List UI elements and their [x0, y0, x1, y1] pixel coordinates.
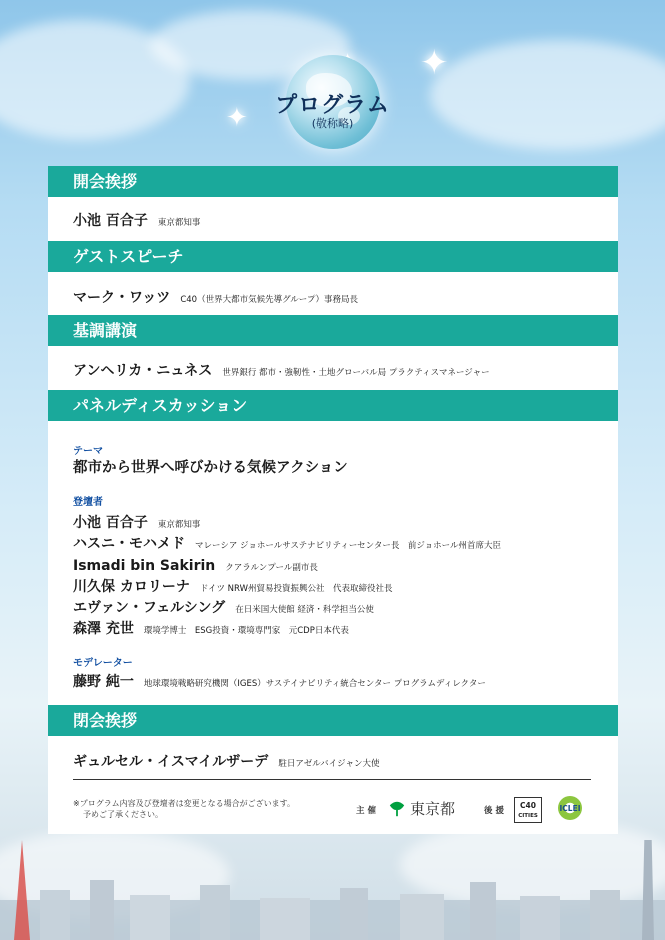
page-subtitle: (敬称略): [311, 117, 354, 130]
support-label: 後 援: [484, 806, 504, 816]
section-closing-header: 閉会挨拶: [48, 705, 618, 736]
section-guest-header: ゲストスピーチ: [48, 241, 618, 272]
section-opening-header: 開会挨拶: [48, 166, 618, 197]
keynote-speaker: [73, 360, 490, 380]
speaker-role: 東京都知事: [157, 520, 201, 530]
speakers-label: 登壇者: [73, 497, 103, 508]
speaker-name: 小池 百合子: [73, 515, 148, 531]
guest-speaker: [73, 287, 358, 307]
panel-speaker: [73, 597, 374, 617]
speaker-name: エヴァン・フェルシング: [73, 600, 226, 616]
speaker-role: クアラルンプール副市長: [225, 563, 318, 573]
closing-speaker: [73, 751, 379, 771]
tokyo-logo: [388, 798, 455, 819]
speaker-role: 環境学博士 ESG投資・環境専門家 元CDP日本代表: [143, 626, 349, 636]
speaker-name: ギュルセル・イスマイルザーデ: [73, 754, 269, 770]
speaker-role: ドイツ NRW州貿易投資振興公社 代表取締役社長: [199, 584, 393, 594]
speaker-name: アンヘリカ・ニュネス: [73, 363, 213, 379]
moderator-label: モデレーター: [73, 658, 133, 669]
speaker-role: 駐日アゼルバイジャン大使: [278, 759, 380, 769]
speaker-role: 地球環境戦略研究機関（IGES）サステイナビリティ統合センター プログラムディレクター: [143, 679, 486, 689]
speaker-role: 東京都知事: [157, 218, 201, 228]
speaker-role: 在日米国大使館 経済・科学担当公使: [235, 605, 374, 615]
sparkle-icon: ✦: [420, 43, 449, 83]
sparkle-icon: ✦: [226, 103, 248, 133]
speaker-role: マレーシア ジョホールサステナビリティーセンター長 前ジョホール州首席大臣: [195, 541, 501, 551]
panel-speaker: [73, 512, 200, 532]
speaker-name: Ismadi bin Sakirin: [73, 558, 216, 574]
theme-label: テーマ: [73, 446, 103, 457]
panel-speaker: [73, 618, 349, 638]
panel-theme: 都市から世界へ呼びかける気候アクション: [73, 460, 348, 476]
ginkgo-icon: [388, 800, 406, 818]
host-name: 東京都: [410, 800, 456, 818]
panel-speaker: [73, 576, 392, 596]
speaker-name: 川久保 カロリーナ: [73, 579, 190, 595]
speaker-name: マーク・ワッツ: [73, 290, 171, 306]
opening-speaker: [73, 210, 200, 230]
speaker-role: C40（世界大都市気候先導グループ）事務局長: [180, 295, 358, 305]
moderator: [73, 671, 486, 691]
speaker-name: 森澤 充世: [73, 621, 134, 637]
speaker-name: 藤野 純一: [73, 674, 134, 690]
panel-speaker: [73, 533, 501, 553]
speaker-name: ハスニ・モハメド: [73, 536, 185, 552]
iclei-logo: ICLEI: [553, 796, 587, 822]
section-panel-header: パネルディスカッション: [48, 390, 618, 421]
speaker-name: 小池 百合子: [73, 213, 148, 229]
disclaimer-note: ※プログラム内容及び登壇者は変更となる場合がございます。 予めご了承ください。: [73, 799, 295, 819]
city-skyline: [0, 840, 665, 940]
host-label: 主 催: [356, 806, 376, 816]
section-keynote-header: 基調講演: [48, 315, 618, 346]
c40-logo: C40 CITIES: [514, 797, 542, 823]
page-title: プログラム: [275, 93, 390, 118]
speaker-role: 世界銀行 都市・強靭性・土地グローバル局 プラクティスマネージャー: [222, 368, 490, 378]
divider: [73, 779, 591, 780]
panel-speaker: [73, 555, 318, 574]
